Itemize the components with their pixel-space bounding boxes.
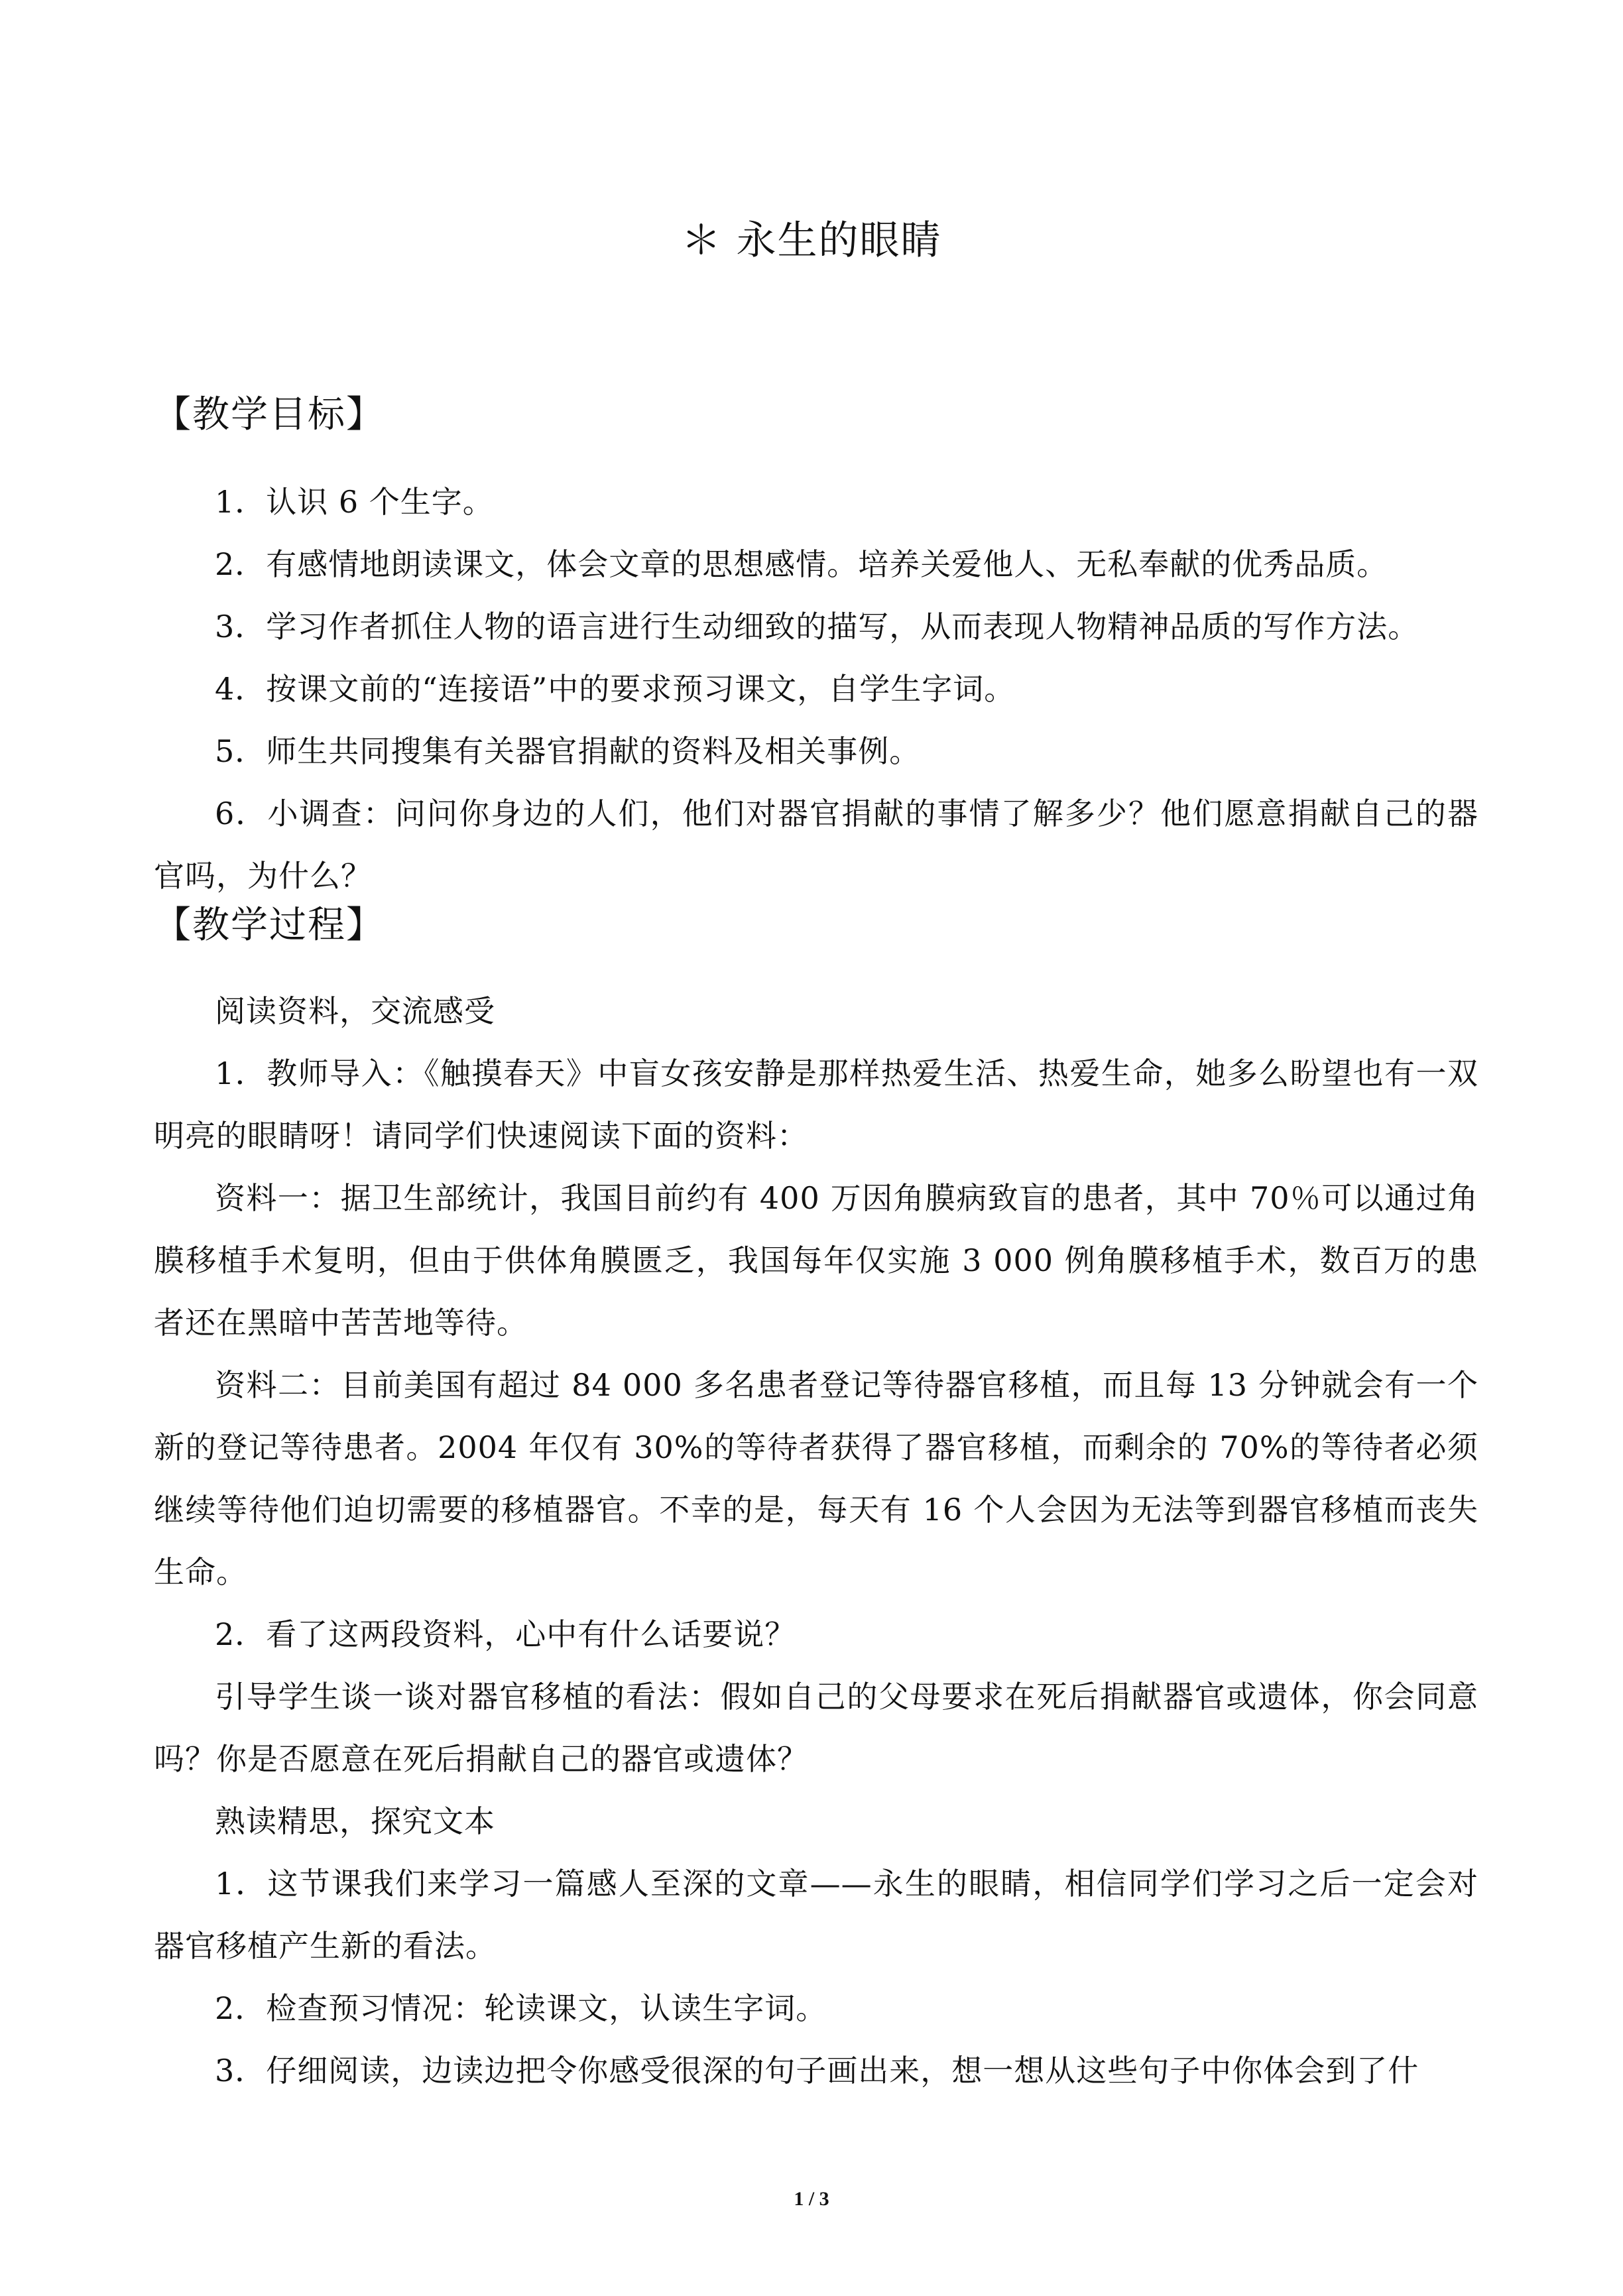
process-paragraph: 资料一：据卫生部统计，我国目前约有 400 万因角膜病致盲的患者，其中 70％可以通过角膜移植手术复明，但由于供体角膜匮乏，我国每年仅实施 3 000 例角膜移植手术，数百万的患者还在黑暗中苦苦地等待。 (154, 1180, 1478, 1341)
objective-item: 3．学习作者抓住人物的语言进行生动细致的描写，从而表现人物精神品质的写作方法。 (215, 609, 1419, 644)
document-title: ＊ 永生的眼睛 (681, 217, 942, 264)
objectives-heading: 【教学目标】 (154, 393, 385, 436)
objective-item: 1．认识 6 个生字。 (215, 484, 494, 520)
objective-item: 6．小调查：问问你身边的人们，他们对器官捐献的事情了解多少？他们愿意捐献自己的器官吗，为什么？ (154, 796, 1478, 894)
page-number: 1 / 3 (794, 2188, 829, 2210)
process-paragraph: 3．仔细阅读，边读边把令你感受很深的句子画出来，想一想从这些句子中你体会到了什 (215, 2053, 1419, 2088)
process-paragraph: 1．教师导入：《触摸春天》中盲女孩安静是那样热爱生活、热爱生命，她多么盼望也有一双明亮的眼睛呀！请同学们快速阅读下面的资料： (154, 1056, 1478, 1154)
process-paragraph: 资料二：目前美国有超过 84 000 多名患者登记等待器官移植，而且每 13 分钟就会有一个新的登记等待患者。2004 年仅有 30%的等待者获得了器官移植，而剩余的 70%的等待者必须继续等待他们迫切需要的移植器官。不幸的是，每天有 16 个人会因为无法等到器官移植而丧失生命。 (154, 1367, 1478, 1590)
process-subheading: 熟读精思，探究文本 (215, 1803, 495, 1839)
process-paragraph: 2．看了这两段资料，心中有什么话要说？ (215, 1616, 796, 1652)
process-paragraph: 1．这节课我们来学习一篇感人至深的文章——永生的眼睛，相信同学们学习之后一定会对器官移植产生新的看法。 (154, 1866, 1478, 1964)
process-paragraph: 2．检查预习情况：轮读课文，认读生字词。 (215, 1990, 827, 2026)
objective-item: 4．按课文前的“连接语”中的要求预习课文，自学生字词。 (215, 671, 1016, 707)
process-paragraph: 引导学生谈一谈对器官移植的看法：假如自己的父母要求在死后捐献器官或遗体，你会同意吗？你是否愿意在死后捐献自己的器官或遗体？ (154, 1679, 1478, 1777)
process-subheading: 阅读资料，交流感受 (215, 993, 495, 1029)
process-heading: 【教学过程】 (154, 904, 385, 947)
objective-item: 5．师生共同搜集有关器官捐献的资料及相关事例。 (215, 733, 921, 769)
objective-item: 2．有感情地朗读课文，体会文章的思想感情。培养关爱他人、无私奉献的优秀品质。 (215, 546, 1388, 582)
